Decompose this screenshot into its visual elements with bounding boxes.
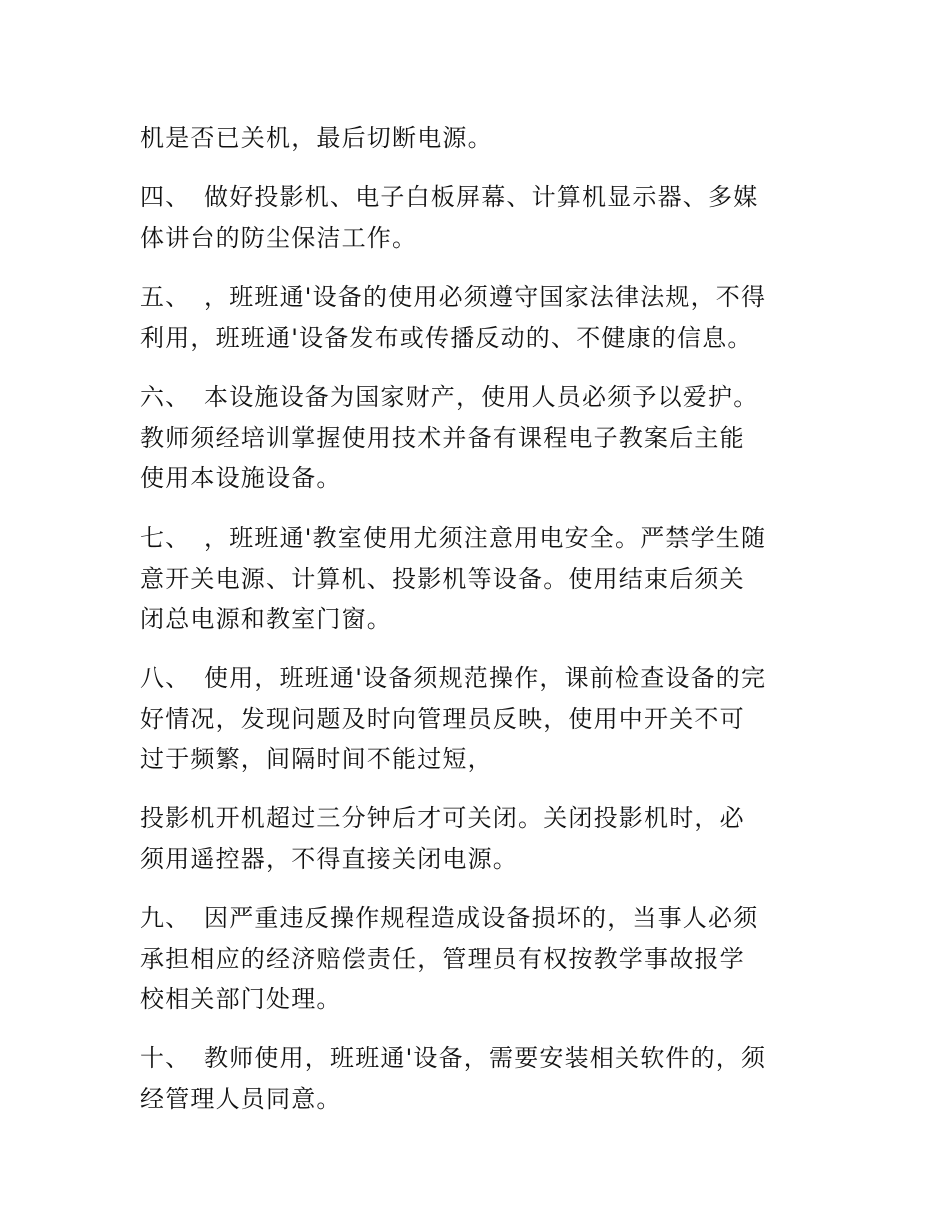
item-number: 八、 — [140, 664, 191, 692]
paragraph-line: 投影机开机超过三分钟后才可关闭。关闭投影机时，必 — [140, 804, 745, 832]
paragraph-item-9 — [140, 898, 812, 1020]
paragraph-line — [140, 277, 812, 318]
paragraph-text: 教师使用，班班通'设备，需要安装相关软件的，须 — [204, 1044, 767, 1072]
item-number: 六、 — [140, 383, 191, 411]
paragraph-line: 教师须经培训掌握使用技术并备有课程电子教案后主能 — [140, 423, 745, 452]
paragraph-line: 体讲台的防尘保洁工作。 — [140, 223, 418, 252]
paragraph-text: 本设施设备为国家财产，使用人员必须予以爱护。 — [204, 383, 759, 411]
paragraph-item-8 — [140, 658, 812, 780]
paragraph-line: 好情况，发现问题及时向管理员反映，使用中开关不可 — [140, 704, 745, 733]
item-number: 九、 — [140, 904, 191, 932]
paragraph-line — [140, 898, 812, 939]
item-number: 四、 — [140, 183, 191, 211]
paragraph-line: 利用，班班通'设备发布或传播反动的、不健康的信息。 — [140, 323, 753, 352]
paragraph-line — [140, 177, 812, 218]
paragraph-text: 使用，班班通'设备须规范操作，课前检查设备的完 — [204, 664, 767, 692]
paragraph-text: 因严重违反操作规程造成设备损坏的，当事人必须 — [204, 904, 759, 932]
paragraph-line: 意开关电源、计算机、投影机等设备。使用结束后须关 — [140, 564, 745, 593]
paragraph-item-4 — [140, 177, 812, 258]
paragraph-text: 做好投影机、电子白板屏幕、计算机显示器、多媒 — [204, 183, 759, 211]
item-number: 五、 — [140, 283, 191, 311]
paragraph-line: 过于频繁，间隔时间不能过短， — [140, 745, 493, 773]
paragraph-line: 闭总电源和教室门窗。 — [140, 605, 392, 633]
paragraph-line — [140, 1038, 812, 1079]
item-number: 十、 — [140, 1044, 191, 1072]
paragraph-item-7 — [140, 518, 812, 640]
paragraph-continuation — [140, 118, 812, 159]
paragraph-text: ，班班通'设备的使用必须遵守国家法律法规，不得 — [204, 283, 767, 311]
paragraph-line — [140, 377, 812, 418]
paragraph-item-5 — [140, 277, 812, 358]
paragraph-line — [140, 658, 812, 699]
paragraph-continuation — [140, 798, 812, 879]
paragraph-line: 承担相应的经济赔偿责任，管理员有权按教学事故报学 — [140, 944, 745, 973]
paragraph-line: 须用遥控器，不得直接关闭电源。 — [140, 844, 518, 873]
paragraph-line: 经管理人员同意。 — [140, 1084, 342, 1113]
paragraph-line: 校相关部门处理。 — [140, 985, 342, 1013]
paragraph-item-6 — [140, 377, 812, 499]
paragraph-line — [140, 518, 812, 559]
paragraph-text: ，班班通'教室使用尤须注意用电安全。严禁学生随 — [204, 524, 767, 552]
paragraph-line: 机是否已关机，最后切断电源。 — [140, 124, 493, 152]
item-number: 七、 — [140, 524, 191, 552]
paragraph-line: 使用本设施设备。 — [140, 464, 342, 492]
paragraph-item-10 — [140, 1038, 812, 1119]
